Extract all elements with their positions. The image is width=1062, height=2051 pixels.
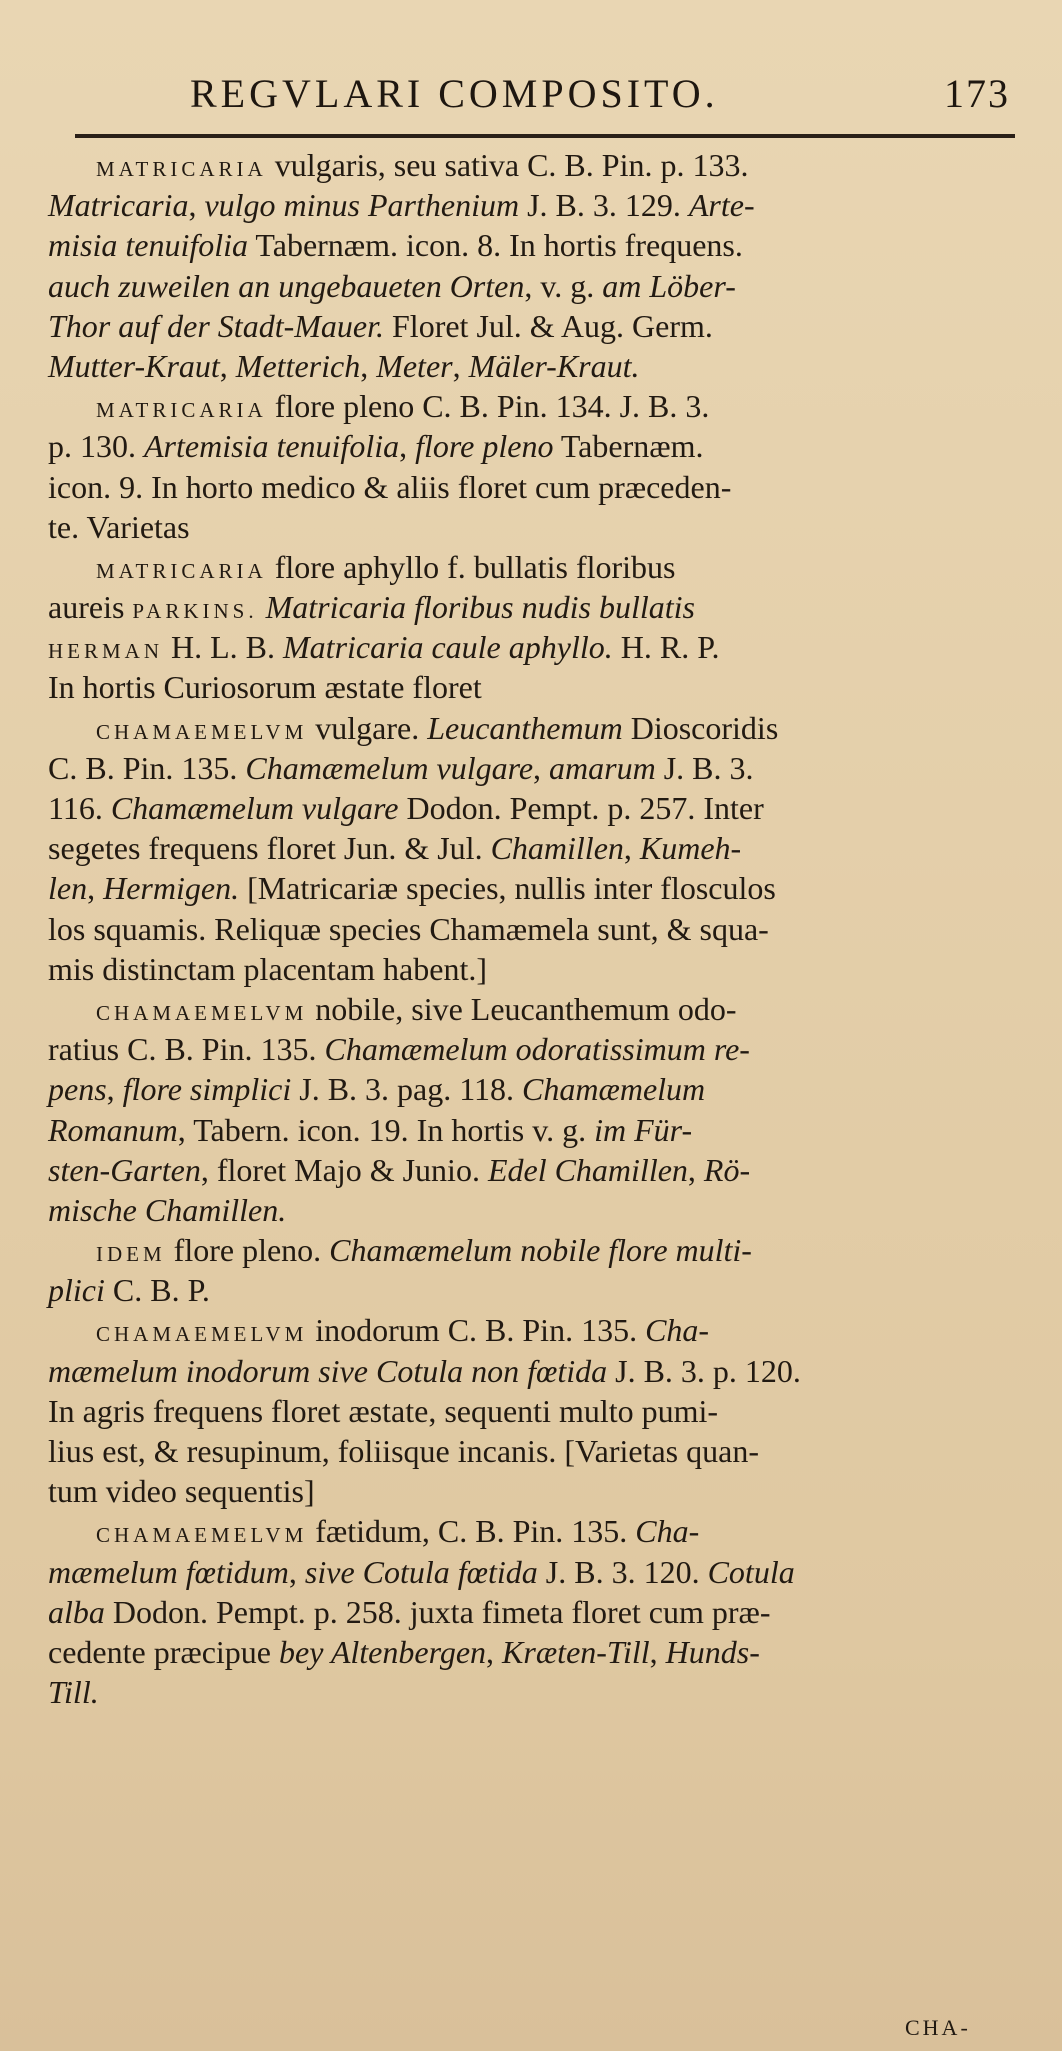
text-span: , v. g. [524, 267, 603, 304]
italic-text: Leucanthemum [427, 709, 623, 746]
text-line [48, 989, 1028, 1029]
italic-text: sive Cotula fœtida [304, 1553, 538, 1590]
text-line [48, 1190, 1028, 1230]
italic-text: mische Chamillen. [48, 1191, 287, 1228]
text-span: Tabernæm. icon. 8. In hortis frequens. [248, 227, 743, 264]
italic-text: Rö- [703, 1151, 751, 1188]
text-span: segetes frequens floret Jun. & Jul. [48, 830, 491, 867]
entry-name: MATRICARIA [96, 398, 267, 423]
text-line [48, 868, 1028, 908]
text-line [48, 909, 1028, 949]
italic-text: Cha- [635, 1513, 700, 1550]
text-span: aureis [48, 589, 133, 626]
italic-text: Thor auf der Stadt-Mauer. [48, 307, 384, 344]
text-line [48, 346, 1028, 386]
italic-text: Romanum [48, 1111, 178, 1148]
text-line [48, 788, 1028, 828]
italic-text: im Für- [594, 1111, 693, 1148]
italic-text: Edel Chamillen [487, 1151, 688, 1188]
text-span: ratius C. B. Pin. 135. [48, 1031, 325, 1068]
italic-text: flore pleno [415, 428, 554, 465]
text-span: flore pleno. [165, 1232, 330, 1269]
text-line [48, 1552, 1028, 1592]
text-line [48, 1471, 1028, 1511]
italic-text: Hunds- [665, 1633, 760, 1670]
text-span: H. R. P. [612, 629, 720, 666]
text-line [48, 748, 1028, 788]
text-span: Dioscoridis [622, 709, 779, 746]
italic-text: Chamæmelum [522, 1071, 706, 1108]
text-span: In hortis Curiosorum æstate floret [48, 669, 482, 706]
text-line [48, 1511, 1028, 1551]
text-span [48, 991, 96, 1027]
text-span: , [288, 1553, 305, 1590]
text-line [48, 949, 1028, 989]
text-line [48, 507, 1028, 547]
text-span: C. B. Pin. 135. [48, 749, 246, 786]
italic-text: Artemisia tenuifolia [144, 428, 400, 465]
text-span: Floret Jul. & Aug. Germ. [384, 307, 713, 344]
text-span: , [87, 870, 104, 907]
text-span: fætidum, C. B. Pin. 135. [307, 1513, 636, 1550]
text-line [48, 1431, 1028, 1471]
text-span: , [360, 347, 377, 384]
entry-name: MATRICARIA [96, 157, 267, 181]
italic-text: Kumeh- [639, 830, 742, 867]
text-span: , [687, 1151, 704, 1188]
header-rule [75, 134, 1015, 138]
italic-text: mæmelum fœtidum [48, 1553, 289, 1590]
text-span: mis distinctam placentam habent.] [48, 950, 487, 987]
entry-name: CHAMAEMELVM [96, 1322, 308, 1347]
italic-text: Kræten-Till [502, 1633, 650, 1670]
italic-text: Mutter-Kraut [48, 347, 220, 384]
entry-name: CHAMAEMELVM [96, 719, 308, 744]
text-line [48, 1029, 1028, 1069]
text-span: In agris frequens floret æstate, sequenti multo pumi- [48, 1392, 719, 1429]
text-span: , [452, 347, 469, 384]
italic-text: Chamæmelum odoratissimum re- [324, 1031, 750, 1068]
running-title: REGVLARI COMPOSITO. [190, 71, 719, 116]
text-span: , floret Majo & Junio. [200, 1151, 488, 1188]
italic-text: misia tenuifolia [48, 227, 248, 264]
text-span: , [399, 428, 416, 465]
text-span [48, 388, 96, 424]
text-line [48, 467, 1028, 507]
text-span: [Matricariæ species, nullis inter flosculos [239, 870, 776, 907]
text-line [48, 1351, 1028, 1391]
entry-name: HERMAN [48, 639, 164, 664]
catchword: CHA- [905, 2015, 971, 2040]
italic-text: Till. [48, 1674, 99, 1711]
italic-text: Chamæmelum vulgare [110, 790, 399, 826]
italic-text: Cotula [707, 1553, 795, 1590]
text-span: J. B. 3. pag. 118. [291, 1071, 523, 1108]
text-span: los squamis. Reliquæ species Chamæmela sunt, & squa- [48, 910, 769, 947]
text-span: p. 130. [48, 428, 144, 465]
text-span: vulgare. [307, 709, 428, 746]
text-span: J. B. 3. p. 120. [607, 1352, 801, 1389]
italic-text: vulgo minus Parthenium [204, 187, 520, 224]
text-line [48, 1391, 1028, 1431]
italic-text: Matricaria floribus nudis bullatis [265, 589, 695, 626]
italic-text: Chamillen [490, 830, 624, 867]
text-line [48, 708, 1028, 748]
text-span: , [188, 187, 205, 224]
text-span [258, 589, 266, 625]
text-line [48, 587, 1028, 627]
text-span: , Tabern. icon. 19. In hortis v. g. [177, 1111, 595, 1148]
italic-text: Meter [376, 347, 453, 384]
italic-text: Arte- [688, 187, 755, 224]
page-number: 173 [944, 71, 1010, 116]
text-line [48, 1069, 1028, 1109]
text-line [48, 547, 1028, 587]
text-span: flore aphyllo f. bullatis floribus [266, 548, 676, 585]
text-span: nobile, sive Leucanthemum odo- [307, 990, 737, 1027]
text-span: Dodon. Pempt. p. 258. juxta fimeta floret cum præ- [104, 1593, 771, 1630]
italic-text: len [48, 870, 88, 907]
text-span: , [649, 1633, 666, 1670]
italic-text: sten-Garten [48, 1151, 201, 1188]
text-line [48, 1310, 1028, 1350]
text-span: J. B. 3. 120. [537, 1553, 708, 1590]
text-span: lius est, & resupinum, foliisque incanis. [Varietas quan- [48, 1433, 759, 1469]
text-line [48, 1150, 1028, 1190]
text-span: te. Varietas [48, 508, 190, 545]
page-header [190, 70, 1020, 130]
entry-name: MATRICARIA [96, 558, 267, 583]
italic-text: Metterich [235, 347, 361, 384]
text-span: Tabernæm. [553, 428, 704, 465]
italic-text: alba [48, 1593, 105, 1630]
italic-text: plici [48, 1272, 105, 1309]
body-text [48, 145, 1028, 1712]
text-line [48, 667, 1028, 707]
text-span: , [219, 347, 236, 384]
text-line [48, 185, 1028, 225]
text-span: , [106, 1071, 123, 1108]
italic-text: flore simplici [122, 1071, 292, 1108]
text-span [48, 1513, 96, 1549]
text-line [48, 225, 1028, 265]
text-span [48, 549, 96, 585]
italic-text: Matricaria caule aphyllo. [283, 629, 613, 666]
text-span [48, 147, 96, 183]
text-span: flore pleno C. B. Pin. 134. J. B. 3. [266, 388, 710, 425]
text-line [48, 266, 1028, 306]
italic-text: amarum [549, 749, 656, 786]
text-line [48, 1632, 1028, 1672]
entry-name: CHAMAEMELVM [96, 1523, 308, 1548]
text-span: icon. 9. In horto medico & aliis floret cum præceden- [48, 468, 732, 505]
text-line [48, 828, 1028, 868]
italic-text: pens [48, 1071, 107, 1108]
entry-name: IDEM [96, 1242, 166, 1267]
text-span: , [533, 749, 550, 786]
text-span: C. B. P. [104, 1272, 210, 1309]
text-line [48, 627, 1028, 667]
text-line [48, 1672, 1028, 1712]
text-line [48, 386, 1028, 426]
italic-text: Hermigen. [103, 870, 240, 907]
text-line [48, 1270, 1028, 1310]
italic-text: Chamæmelum nobile flore multi- [329, 1232, 752, 1269]
text-span: J. B. 3. 129. [519, 187, 689, 224]
text-span: H. L. B. [163, 629, 284, 666]
text-span: , [623, 830, 640, 867]
italic-text: auch zuweilen an ungebaueten Orten [48, 267, 525, 304]
text-span [48, 710, 96, 746]
text-span [48, 1312, 96, 1348]
text-span: J. B. 3. [655, 749, 754, 786]
text-line [48, 145, 1028, 185]
text-line [48, 1110, 1028, 1150]
text-span: inodorum C. B. Pin. 135. [307, 1312, 646, 1349]
entry-name: PARKINS. [132, 599, 258, 624]
italic-text: Matricaria [48, 187, 189, 224]
italic-text: mæmelum inodorum sive Cotula non fœtida [48, 1352, 608, 1389]
text-span: 116. [48, 790, 111, 826]
text-line [48, 1592, 1028, 1632]
italic-text: am Löber- [602, 267, 736, 304]
text-span [48, 1232, 96, 1268]
text-span: Dodon. Pempt. p. 257. Inter [398, 790, 764, 826]
text-span: cedente præcipue [48, 1633, 279, 1670]
text-line [48, 426, 1028, 466]
italic-text: Mäler-Kraut. [468, 347, 640, 384]
text-span: vulgaris, seu sativa C. B. Pin. p. 133. [266, 147, 749, 183]
entry-name: CHAMAEMELVM [96, 1000, 308, 1025]
text-line [48, 1230, 1028, 1270]
italic-text: bey Altenbergen [279, 1633, 487, 1670]
italic-text: Cha- [645, 1312, 710, 1349]
text-span: , [486, 1633, 503, 1670]
text-span: tum video sequentis] [48, 1473, 315, 1510]
text-line [48, 306, 1028, 346]
italic-text: Chamæmelum vulgare [245, 749, 534, 786]
